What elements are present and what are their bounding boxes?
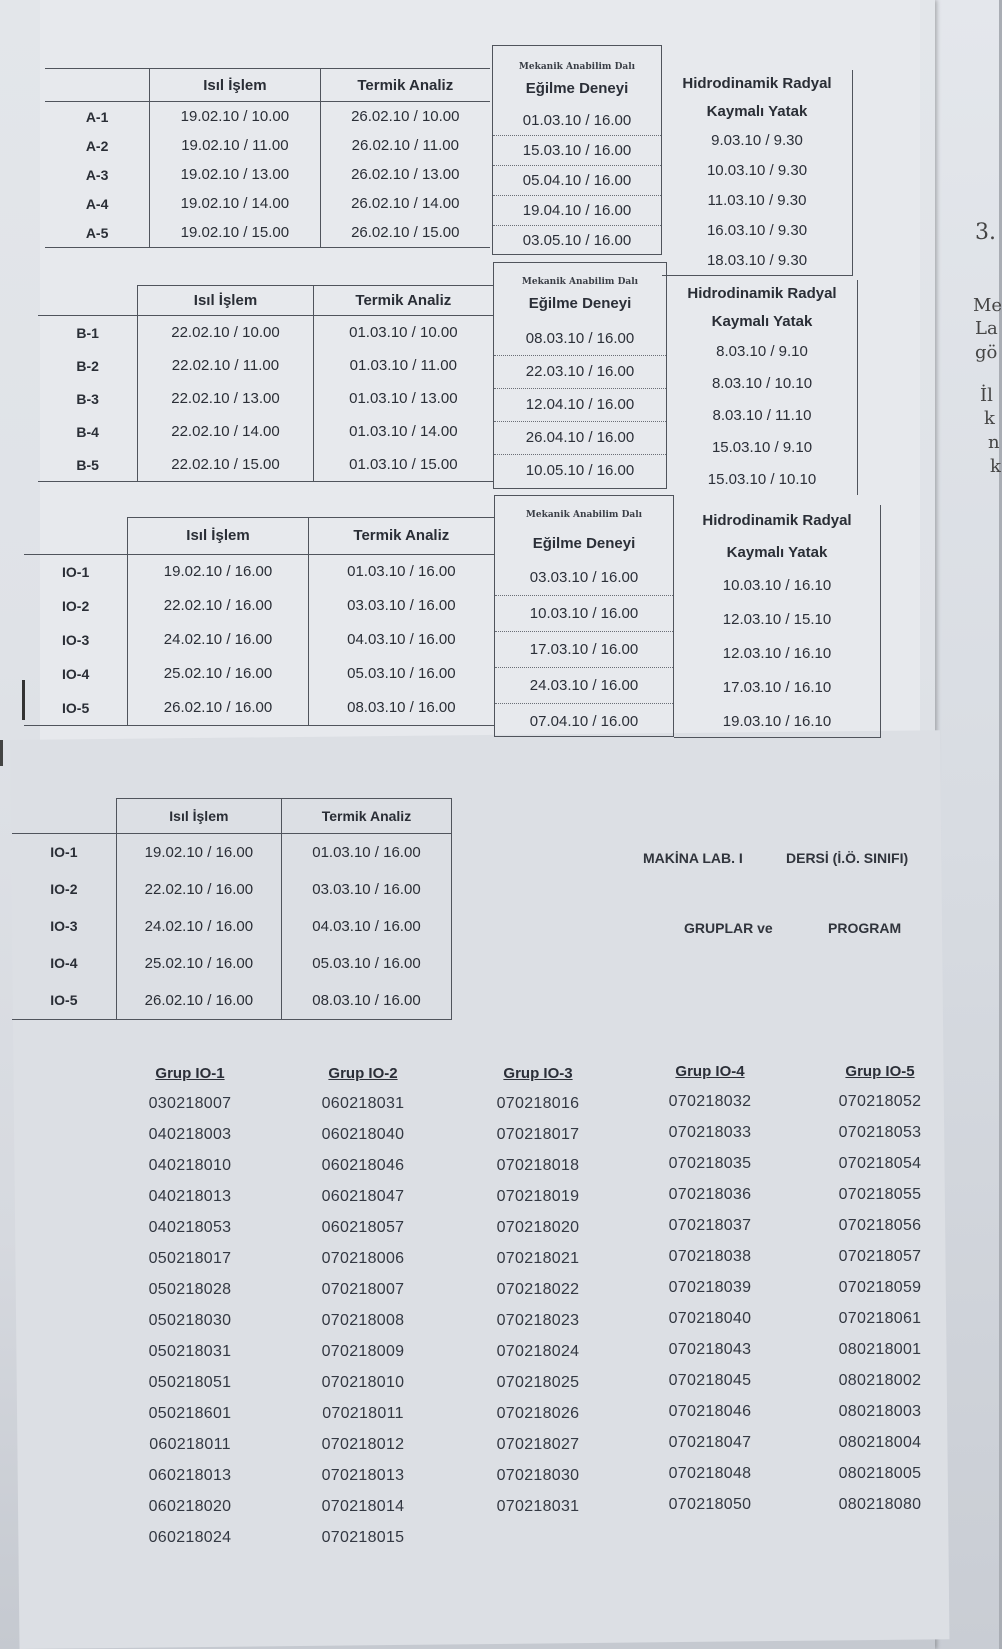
row-id: B-5: [38, 448, 138, 482]
cell-termik: 26.02.10 / 11.00: [320, 131, 490, 160]
mek-subtitle: Eğilme Deneyi: [525, 80, 629, 97]
cell-termik: 01.03.10 / 15.00: [313, 448, 493, 482]
cell-termik: 08.03.10 / 16.00: [308, 691, 494, 726]
student-number: 070218009: [321, 1343, 405, 1360]
row-id: IO-1: [50, 844, 78, 860]
mek-cell: 10.03.10 / 16.00: [495, 596, 673, 632]
col-isil: Isıl İşlem: [150, 69, 320, 102]
hid-cell: 8.03.10 / 10.10: [711, 375, 813, 392]
student-number: 070218021: [496, 1250, 580, 1267]
student-number: 070218046: [668, 1403, 752, 1420]
hid-cell: 9.03.10 / 9.30: [711, 132, 803, 149]
mek-cell: 15.03.10 / 16.00: [493, 136, 661, 166]
cell-isil: 25.02.10 / 16.00: [116, 945, 281, 982]
cell-termik: 03.03.10 / 16.00: [281, 871, 451, 908]
hid-cell: 8.03.10 / 9.10: [716, 343, 808, 360]
row-id: A-4: [85, 195, 109, 212]
mek-box-b: [493, 262, 667, 489]
hid-title: Hidrodinamik Radyal: [687, 285, 837, 302]
row-id: B-1: [76, 324, 99, 341]
cell-isil: 22.02.10 / 11.00: [138, 349, 313, 382]
hid-subtitle: Kaymalı Yatak: [726, 544, 828, 561]
mek-cell: 03.05.10 / 16.00: [522, 232, 632, 249]
hid-cell: 17.03.10 / 16.10: [722, 679, 832, 696]
mek-cell: 17.03.10 / 16.00: [495, 632, 673, 668]
col-termik: Termik Analiz: [308, 518, 494, 555]
student-number: 070218031: [496, 1498, 580, 1515]
student-number: 080218005: [838, 1465, 922, 1482]
group-heading: Grup IO-4: [675, 1063, 745, 1080]
cell-isil: 19.02.10 / 16.00: [116, 833, 281, 871]
group-io-3: [473, 1060, 603, 1522]
cell-isil: 26.02.10 / 16.00: [128, 691, 308, 726]
col-termik: Termik Analiz: [313, 286, 493, 316]
cell-termik: 05.03.10 / 16.00: [281, 945, 451, 982]
student-number: 070218006: [321, 1250, 405, 1267]
edge-fragment: La: [975, 318, 998, 339]
student-number: 060218013: [148, 1467, 232, 1484]
program-label: PROGRAM: [828, 920, 902, 936]
edge-fragment: k: [984, 408, 995, 429]
row-id: B-4: [76, 423, 99, 440]
mek-box-a: [492, 45, 662, 255]
student-number: 070218027: [496, 1436, 580, 1453]
cell-termik: 04.03.10 / 16.00: [281, 908, 451, 945]
mek-cell: 01.03.10 / 16.00: [493, 106, 661, 136]
cell-isil: 19.02.10 / 15.00: [150, 218, 320, 248]
group-io-4: [645, 1058, 775, 1520]
student-number: 070218036: [668, 1186, 752, 1203]
col-isil: Isıl İşlem: [128, 518, 308, 555]
student-number: 050218017: [148, 1250, 232, 1267]
group-io-1: [125, 1060, 255, 1553]
hid-cell: 15.03.10 / 9.10: [711, 439, 813, 456]
hid-title: Hidrodinamik Radyal: [682, 75, 832, 92]
cell-isil: 22.02.10 / 16.00: [128, 589, 308, 623]
student-number: 070218024: [496, 1343, 580, 1360]
student-number: 040218010: [148, 1157, 232, 1174]
table-io-summary: [12, 798, 452, 1020]
student-number: 060218040: [321, 1126, 405, 1143]
cell-isil: 22.02.10 / 16.00: [116, 871, 281, 908]
col-termik: Termik Analiz: [320, 69, 490, 102]
mek-title: Mekanik Anabilim Dalı: [518, 62, 636, 72]
student-number: 070218032: [668, 1093, 752, 1110]
mek-cell: 24.03.10 / 16.00: [495, 668, 673, 704]
mek-cell: 05.04.10 / 16.00: [493, 166, 661, 196]
student-number: 070218011: [322, 1405, 404, 1422]
student-number: 070218008: [321, 1312, 405, 1329]
mek-subtitle: Eğilme Deneyi: [532, 535, 636, 552]
student-number: 070218055: [838, 1186, 922, 1203]
row-id: B-2: [76, 357, 99, 374]
hid-box-io: [674, 505, 881, 738]
mek-cell: 12.04.10 / 16.00: [494, 389, 666, 422]
row-id: IO-1: [62, 563, 90, 580]
cell-isil: 22.02.10 / 13.00: [138, 382, 313, 415]
student-number: 070218039: [668, 1279, 752, 1296]
edge-fragment: Me: [973, 295, 1002, 316]
mek-box-io: [494, 495, 674, 737]
hid-cell: 12.03.10 / 16.10: [722, 645, 832, 662]
cell-isil: 25.02.10 / 16.00: [128, 657, 308, 691]
student-number: 080218080: [838, 1496, 922, 1513]
mek-cell: 26.04.10 / 16.00: [494, 422, 666, 455]
pen-mark: [0, 740, 3, 766]
student-number: 070218022: [496, 1281, 580, 1298]
cell-termik: 01.03.10 / 11.00: [313, 349, 493, 382]
cell-isil: 22.02.10 / 10.00: [138, 316, 313, 350]
hid-box-a: [662, 70, 853, 276]
student-number: 070218061: [838, 1310, 922, 1327]
hid-cell: 11.03.10 / 9.30: [707, 192, 807, 209]
cell-isil: 19.02.10 / 14.00: [150, 189, 320, 218]
col-isil: Isıl İşlem: [138, 286, 313, 316]
hid-subtitle: Kaymalı Yatak: [711, 313, 813, 330]
group-io-2: [298, 1060, 428, 1553]
edge-fragment: gö: [975, 342, 998, 363]
mek-cell: 22.03.10 / 16.00: [494, 356, 666, 389]
student-number: 070218052: [838, 1093, 922, 1110]
mek-cell: 03.03.10 / 16.00: [495, 560, 673, 596]
hid-cell: 10.03.10 / 16.10: [722, 577, 832, 594]
group-heading: Grup IO-3: [503, 1065, 573, 1082]
student-number: 050218031: [148, 1343, 232, 1360]
col-isil: Isıl İşlem: [116, 799, 281, 834]
student-number: 070218047: [668, 1434, 752, 1451]
student-number: 070218026: [496, 1405, 580, 1422]
hid-cell: 8.03.10 / 11.10: [712, 407, 812, 424]
group-heading: Grup IO-5: [845, 1063, 915, 1080]
student-number: 080218003: [838, 1403, 922, 1420]
student-number: 070218048: [668, 1465, 752, 1482]
student-number: 070218035: [668, 1155, 752, 1172]
student-number: 040218013: [148, 1188, 232, 1205]
student-number: 050218601: [148, 1405, 232, 1422]
cell-isil: 19.02.10 / 10.00: [150, 102, 320, 132]
cell-isil: 19.02.10 / 16.00: [128, 554, 308, 589]
student-number: 050218051: [148, 1374, 232, 1391]
cell-termik: 01.03.10 / 14.00: [313, 415, 493, 448]
mek-subtitle: Eğilme Deneyi: [528, 295, 632, 312]
student-number: 030218007: [148, 1095, 232, 1112]
student-number: 070218038: [668, 1248, 752, 1265]
student-number: 070218023: [496, 1312, 580, 1329]
hid-title: Hidrodinamik Radyal: [702, 512, 852, 529]
cell-termik: 26.02.10 / 13.00: [320, 160, 490, 189]
cell-isil: 19.02.10 / 11.00: [150, 131, 320, 160]
mek-cell: 10.05.10 / 16.00: [525, 462, 635, 479]
row-id: A-1: [85, 108, 109, 125]
group-io-5: [815, 1058, 945, 1520]
cell-termik: 05.03.10 / 16.00: [308, 657, 494, 691]
table-io: [24, 517, 494, 726]
cell-termik: 01.03.10 / 13.00: [313, 382, 493, 415]
edge-fragment: İl: [980, 385, 993, 406]
student-number: 070218030: [496, 1467, 580, 1484]
hid-box-b: [667, 280, 858, 495]
edge-number: 3.: [975, 220, 996, 245]
cell-termik: 26.02.10 / 10.00: [320, 102, 490, 132]
group-heading: Grup IO-2: [328, 1065, 398, 1082]
course-label: MAKİNA LAB. I: [643, 850, 743, 866]
student-number: 070218050: [668, 1496, 752, 1513]
cell-termik: 04.03.10 / 16.00: [308, 623, 494, 657]
student-number: 050218030: [148, 1312, 232, 1329]
hid-cell: 19.03.10 / 16.10: [722, 713, 832, 730]
row-id: IO-3: [50, 918, 78, 934]
student-number: 070218033: [668, 1124, 752, 1141]
row-id: IO-2: [50, 881, 78, 897]
student-number: 060218057: [321, 1219, 405, 1236]
mek-cell: 08.03.10 / 16.00: [494, 323, 666, 356]
row-id: IO-4: [62, 665, 90, 682]
col-termik: Termik Analiz: [281, 799, 451, 834]
student-number: 070218020: [496, 1219, 580, 1236]
cell-isil: 24.02.10 / 16.00: [128, 623, 308, 657]
hid-cell: 15.03.10 / 10.10: [707, 471, 817, 488]
cell-termik: 01.03.10 / 16.00: [281, 833, 451, 871]
student-number: 060218031: [321, 1095, 405, 1112]
row-id: IO-5: [12, 982, 116, 1020]
row-id: A-3: [85, 166, 109, 183]
student-number: 070218017: [496, 1126, 580, 1143]
student-number: 060218011: [149, 1436, 231, 1453]
student-number: 070218007: [321, 1281, 405, 1298]
hid-cell: 10.03.10 / 9.30: [706, 162, 808, 179]
student-number: 070218037: [668, 1217, 752, 1234]
mek-title: Mekanik Anabilim Dalı: [525, 510, 643, 520]
cell-isil: 22.02.10 / 15.00: [138, 448, 313, 482]
hid-subtitle: Kaymalı Yatak: [706, 103, 808, 120]
student-number: 060218020: [148, 1498, 232, 1515]
row-id: IO-3: [62, 631, 90, 648]
student-number: 080218004: [838, 1434, 922, 1451]
group-heading: Grup IO-1: [155, 1065, 225, 1082]
student-number: 070218013: [321, 1467, 405, 1484]
row-id: B-3: [76, 390, 99, 407]
groups-label: GRUPLAR ve: [684, 920, 773, 936]
cell-termik: 03.03.10 / 16.00: [308, 589, 494, 623]
row-id: IO-5: [24, 691, 128, 726]
cell-termik: 08.03.10 / 16.00: [281, 982, 451, 1020]
student-number: 080218001: [838, 1341, 922, 1358]
student-number: 070218056: [838, 1217, 922, 1234]
row-id: IO-2: [62, 597, 90, 614]
cell-isil: 22.02.10 / 14.00: [138, 415, 313, 448]
cell-termik: 01.03.10 / 10.00: [313, 316, 493, 350]
mek-cell: 07.04.10 / 16.00: [529, 713, 639, 730]
student-number: 070218019: [496, 1188, 580, 1205]
student-number: 070218043: [668, 1341, 752, 1358]
cell-isil: 19.02.10 / 13.00: [150, 160, 320, 189]
edge-fragment: n: [988, 432, 1000, 453]
row-id: A-5: [45, 218, 150, 248]
student-number: 070218053: [838, 1124, 922, 1141]
student-number: 080218002: [838, 1372, 922, 1389]
mek-title: Mekanik Anabilim Dalı: [521, 277, 639, 287]
table-a: [45, 68, 490, 248]
table-b: [38, 285, 493, 482]
cell-termik: 26.02.10 / 14.00: [320, 189, 490, 218]
student-number: 070218012: [321, 1436, 405, 1453]
course-type-label: DERSİ (İ.Ö. SINIFI): [786, 850, 909, 866]
row-id: IO-4: [50, 955, 78, 971]
student-number: 070218054: [838, 1155, 922, 1172]
student-number: 070218016: [496, 1095, 580, 1112]
hid-cell: 16.03.10 / 9.30: [706, 222, 808, 239]
mek-cell: 19.04.10 / 16.00: [493, 196, 661, 226]
cell-termik: 01.03.10 / 16.00: [308, 554, 494, 589]
cell-isil: 26.02.10 / 16.00: [116, 982, 281, 1020]
student-number: 070218057: [838, 1248, 922, 1265]
student-number: 060218024: [148, 1529, 232, 1546]
hid-cell: 12.03.10 / 15.10: [722, 611, 832, 628]
student-number: 070218018: [496, 1157, 580, 1174]
row-id: A-2: [85, 137, 109, 154]
student-number: 070218045: [668, 1372, 752, 1389]
student-number: 040218003: [148, 1126, 232, 1143]
student-number: 060218046: [321, 1157, 405, 1174]
edge-fragment: k: [990, 456, 1001, 477]
cell-termik: 26.02.10 / 15.00: [320, 218, 490, 248]
student-number: 070218014: [321, 1498, 405, 1515]
student-number: 070218010: [321, 1374, 405, 1391]
student-number: 070218015: [321, 1529, 405, 1546]
student-number: 040218053: [148, 1219, 232, 1236]
student-number: 060218047: [321, 1188, 405, 1205]
student-number: 050218028: [148, 1281, 232, 1298]
student-number: 070218025: [496, 1374, 580, 1391]
student-number: 070218040: [668, 1310, 752, 1327]
hid-cell: 18.03.10 / 9.30: [706, 252, 808, 269]
cell-isil: 24.02.10 / 16.00: [116, 908, 281, 945]
student-number: 070218059: [838, 1279, 922, 1296]
